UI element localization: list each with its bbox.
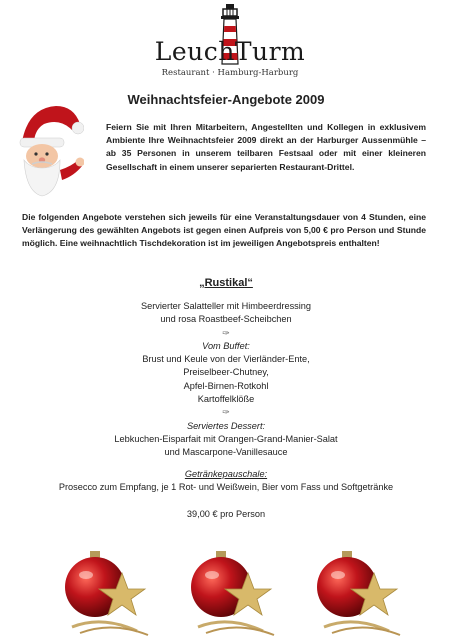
buffet-line-2: Preiselbeer-Chutney, xyxy=(183,367,269,378)
logo-wordmark: LeuchTurm xyxy=(154,37,306,66)
logo-subtitle: Restaurant · Hamburg-Harburg xyxy=(161,68,299,78)
ornament-divider: ✑ xyxy=(222,407,230,418)
buffet-line-4: Kartoffelklöße xyxy=(197,394,255,405)
dessert-line-1: Lebkuchen-Eisparfait mit Orangen-Grand-Manier-Salat xyxy=(114,433,338,444)
price-line: 39,00 € pro Person xyxy=(186,509,266,520)
terms-paragraph: Die folgenden Angebote verstehen sich jeweils für eine Veranstaltungsdauer von 4 Stunden, eine Verlängerung des gewählten Angebots ist gegen einen Aufpreis von 5,00 € pro Person und Stunde möglich. Eine weihnachtlich Tischdekoration ist im jeweiligen Angebotspreis enthalten! xyxy=(22,212,426,249)
menu-section xyxy=(0,300,452,521)
buffet-line-3: Apfel-Birnen-Rotkohl xyxy=(183,380,269,391)
dessert-heading: Serviertes Dessert: xyxy=(186,420,266,431)
ornament-ball-icon xyxy=(317,551,400,635)
restaurant-logo xyxy=(140,4,320,82)
ornament-divider: ✑ xyxy=(222,327,230,338)
drinks-heading: Getränkepauschale: xyxy=(184,468,268,479)
starter-line-2: und rosa Roastbeef-Scheibchen xyxy=(160,314,292,325)
intro-paragraph: Feiern Sie mit Ihren Mitarbeitern, Angestellten und Kollegen in exklusivem Ambiente Ihre Weihnachtsfeier 2009 direkt an der Harburger Aussenmühle – ab 35 Personen in unserem teilbaren Festsaal oder mit einer kleineren Gesellschaft in einem unserer separierten Restaurant-Drittel. xyxy=(106,122,426,172)
starter-line-1: Servierter Salatteller mit Himbeerdressing xyxy=(140,301,312,311)
buffet-heading: Vom Buffet: xyxy=(202,340,250,351)
christmas-ornaments xyxy=(0,545,452,640)
page-title: Weihnachtsfeier-Angebote 2009 xyxy=(127,92,325,107)
drinks-line: Prosecco zum Empfang, je 1 Rot- und Weißwein, Bier vom Fass und Softgetränke xyxy=(58,481,394,492)
buffet-line-1: Brust und Keule von der Vierländer-Ente, xyxy=(142,354,310,365)
ornament-ball-icon xyxy=(65,551,148,635)
dessert-line-2: und Mascarpone-Vanillesauce xyxy=(164,447,288,458)
ornament-ball-icon xyxy=(191,551,274,635)
santa-illustration xyxy=(14,100,84,200)
menu-title: „Rustikal“ xyxy=(199,277,253,289)
